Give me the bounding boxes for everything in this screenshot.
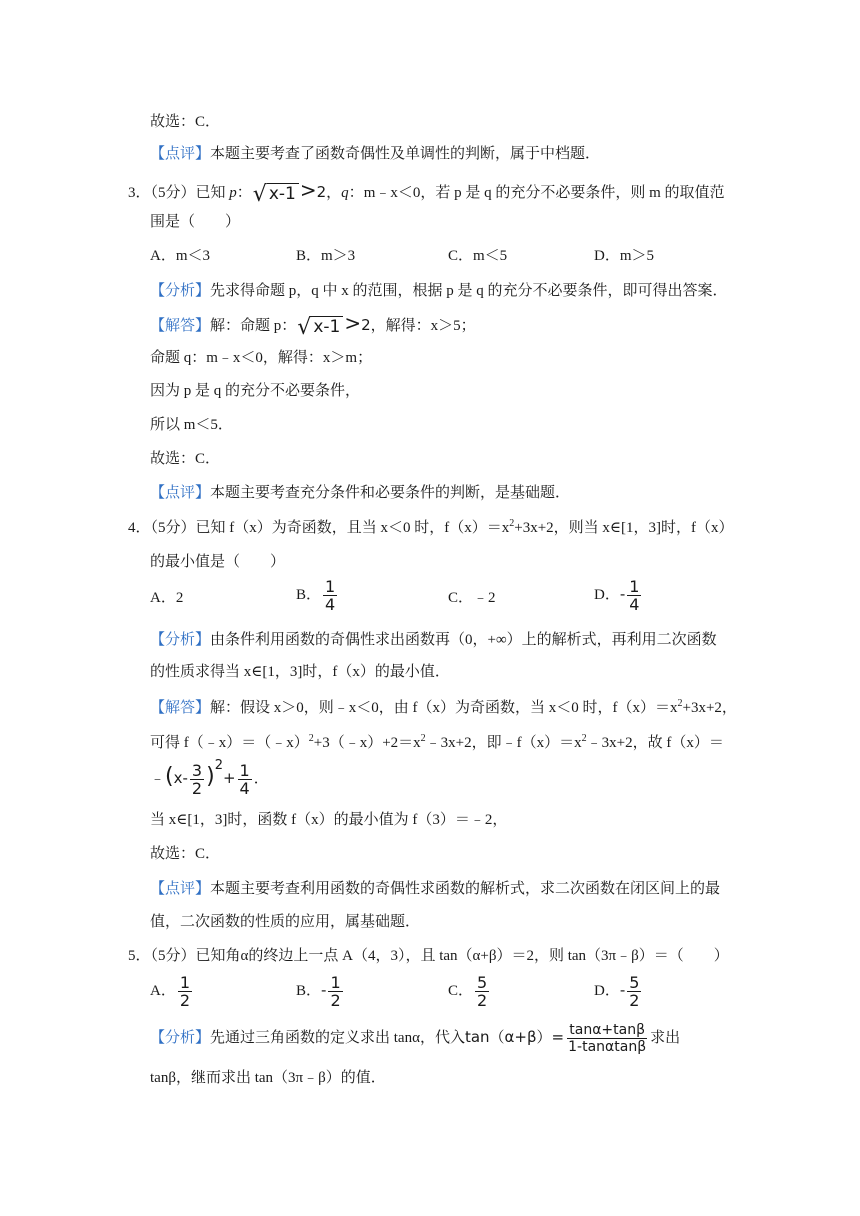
formula-lhs: tan（α+β）= [464, 1028, 565, 1046]
option-label: B． [296, 982, 322, 999]
stem-text: +3x+2，则当 x∈[1，3]时，f（x） [514, 520, 734, 536]
solution-text: +3（﹣x）+2＝x [313, 735, 421, 751]
comment-tag: 【点评】 [150, 881, 211, 897]
q4-answer-line: 故选：C． [150, 846, 221, 862]
numerator: 5 [629, 973, 640, 992]
q4-solution-line2 [150, 733, 724, 753]
solution-tag: 【解答】 [150, 700, 211, 716]
denominator: 2 [191, 779, 203, 798]
option-b: B．m＞3 [296, 248, 356, 264]
numerator: 1 [179, 973, 191, 992]
q5-stem [128, 946, 729, 966]
q3-answer-line: 故选：C． [150, 451, 221, 467]
option-label: C． [448, 982, 474, 999]
q4-analysis-line2: 的性质求得当 x∈[1，3]时，f（x）的最小值． [150, 664, 450, 680]
plus-sign: + [222, 768, 236, 787]
option-c: C．﹣2 [448, 590, 496, 606]
exponent: 2 [581, 733, 587, 744]
stem-text: （5分）已知角α的终边上一点 A（4，3），且 tan（α+β）＝2，则 tan（3π﹣β）＝（ ） [150, 948, 729, 964]
minus-sign: ﹣ [150, 770, 166, 787]
stem-text: （5分）已知 f（x）为奇函数，且当 x＜0 时，f（x）＝x [150, 520, 510, 536]
fraction [566, 1022, 648, 1055]
var-q: q [341, 185, 349, 201]
q2-comment [150, 144, 600, 164]
comment-text: 本题主要考查利用函数的奇偶性求函数的解析式，求二次函数在闭区间上的最 [210, 881, 721, 897]
q3-analysis [150, 281, 728, 301]
sqrt-expression: √ x-1 [253, 183, 299, 205]
stem-text: ： [236, 185, 252, 201]
option-c: C．m＜5 [448, 248, 508, 264]
denominator: 4 [325, 595, 336, 614]
question-number: 5． [128, 948, 151, 964]
option-c [448, 974, 491, 1009]
solution-tag: 【解答】 [150, 318, 211, 334]
solution-text: +3x+2， [682, 700, 737, 716]
analysis-text: 先通过三角函数的定义求出 tanα，代入 [210, 1030, 465, 1046]
minus-sign: - [321, 980, 327, 999]
denominator: 4 [629, 595, 640, 614]
comment-text: 本题主要考查充分条件和必要条件的判断，是基础题． [210, 485, 571, 501]
q4-analysis-line1 [150, 630, 717, 650]
denominator: 2 [477, 991, 488, 1010]
option-label: B． [296, 586, 322, 603]
q4-solution-line4: 当 x∈[1，3]时，函数 f（x）的最小值为 f（3）＝﹣2， [150, 812, 508, 828]
solution-text: 解：假设 x＞0，则﹣x＜0，由 f（x）为奇函数，当 x＜0 时，f（x）＝x [210, 700, 678, 716]
option-d [594, 578, 643, 613]
q4-stem-line2: 的最小值是（ ） [150, 554, 286, 570]
option-b [296, 578, 339, 613]
fraction [475, 974, 489, 1009]
exponent: 2 [677, 698, 683, 709]
stem-text: m﹣x＜0，若 p 是 q 的充分不必要条件，则 m 的取值范 [363, 185, 725, 201]
numerator: tanα+tanβ [569, 1022, 646, 1039]
analysis-tag: 【分析】 [150, 632, 211, 648]
stem-text: （5分）已知 [150, 185, 230, 201]
q3-stem-line1 [128, 180, 725, 205]
q4-solution-line3 [150, 757, 269, 798]
minus-sign: - [619, 584, 626, 603]
q3-solution-line2: 命题 q：m﹣x＜0，解得：x＞m； [150, 350, 373, 366]
sqrt-expression: √ x-1 [297, 316, 343, 338]
minus-sign: - [619, 980, 626, 999]
fraction [627, 974, 641, 1009]
solution-text: 解：命题 p： [210, 318, 297, 334]
expr-text: x- [173, 768, 188, 787]
q3-solution-line1 [150, 313, 476, 338]
comment-tag: 【点评】 [150, 485, 211, 501]
q4-stem-line1 [128, 518, 734, 538]
option-label: D． [594, 982, 620, 999]
numerator: 1 [325, 577, 336, 596]
numerator: 1 [239, 761, 250, 780]
fraction [190, 762, 204, 797]
denominator: 2 [330, 991, 341, 1010]
q3-solution-line3: 因为 p 是 q 的充分不必要条件， [150, 383, 361, 399]
stem-text: ： [348, 185, 364, 201]
solution-text: ，解得：x＞5； [370, 318, 476, 334]
gt-symbol: > [344, 311, 362, 335]
sqrt-radicand: x-1 [267, 183, 299, 204]
fraction [178, 974, 192, 1009]
q5-analysis-line2: tanβ，继而求出 tan（3π﹣β）的值． [150, 1070, 386, 1086]
question-number: 4． [128, 520, 151, 536]
paren-close: ) [206, 763, 215, 789]
stem-text: ， [326, 185, 342, 201]
solution-text: 可得 f（﹣x）＝（﹣x） [150, 735, 309, 751]
denominator: 1-tanαtanβ [568, 1039, 647, 1056]
numerator: 1 [330, 973, 341, 992]
exponent: 2 [420, 733, 426, 744]
fraction [238, 762, 252, 797]
q4-comment-line1 [150, 879, 720, 899]
option-label: A． [150, 982, 176, 999]
analysis-text: 由条件利用函数的奇偶性求出函数再（0，+∞）上的解析式，再利用二次函数 [210, 632, 717, 648]
solution-text: ﹣3x+2，故 f（x）＝ [586, 735, 724, 751]
analysis-text: 求出 [650, 1030, 681, 1046]
q2-answer-line: 故选：C． [150, 114, 221, 130]
fraction [627, 578, 641, 613]
q3-solution-line4: 所以 m＜5． [150, 417, 233, 433]
exponent: 2 [308, 733, 314, 744]
option-d [594, 974, 643, 1009]
option-a [150, 974, 194, 1009]
exponent: 2 [214, 757, 223, 773]
option-a: A．2 [150, 590, 184, 606]
denominator: 4 [239, 779, 250, 798]
paren-open: ( [165, 763, 174, 789]
fraction [323, 578, 337, 613]
numerator: 3 [191, 761, 203, 780]
number-two: 2 [361, 316, 371, 334]
question-number: 3． [128, 185, 151, 201]
sqrt-radicand: x-1 [311, 316, 343, 337]
q4-solution-line1 [150, 698, 737, 718]
option-b [296, 974, 345, 1009]
solution-text: ﹣3x+2，即﹣f（x）＝x [425, 735, 582, 751]
gt-symbol: > [299, 178, 317, 202]
option-label: D． [594, 586, 620, 603]
denominator: 2 [629, 991, 640, 1010]
q4-comment-line2: 值，二次函数的性质的应用，属基础题． [150, 914, 421, 930]
solution-text: ． [253, 770, 269, 787]
numerator: 1 [629, 577, 640, 596]
option-a: A．m＜3 [150, 248, 211, 264]
analysis-text: 先求得命题 p，q 中 x 的范围，根据 p 是 q 的充分不必要条件，即可得出答案． [210, 283, 728, 299]
comment-text: 本题主要考查了函数奇偶性及单调性的判断，属于中档题． [210, 146, 601, 162]
q3-stem-line2: 围是（ ） [150, 214, 241, 230]
analysis-tag: 【分析】 [150, 1030, 211, 1046]
q5-analysis-line1 [150, 1022, 680, 1055]
fraction [328, 974, 342, 1009]
number-two: 2 [316, 183, 327, 201]
option-d: D．m＞5 [594, 248, 655, 264]
exponent: 2 [509, 518, 515, 529]
analysis-tag: 【分析】 [150, 283, 211, 299]
var-p: p [229, 185, 237, 201]
numerator: 5 [477, 973, 488, 992]
denominator: 2 [179, 991, 191, 1010]
q3-comment [150, 483, 570, 503]
comment-tag: 【点评】 [150, 146, 211, 162]
